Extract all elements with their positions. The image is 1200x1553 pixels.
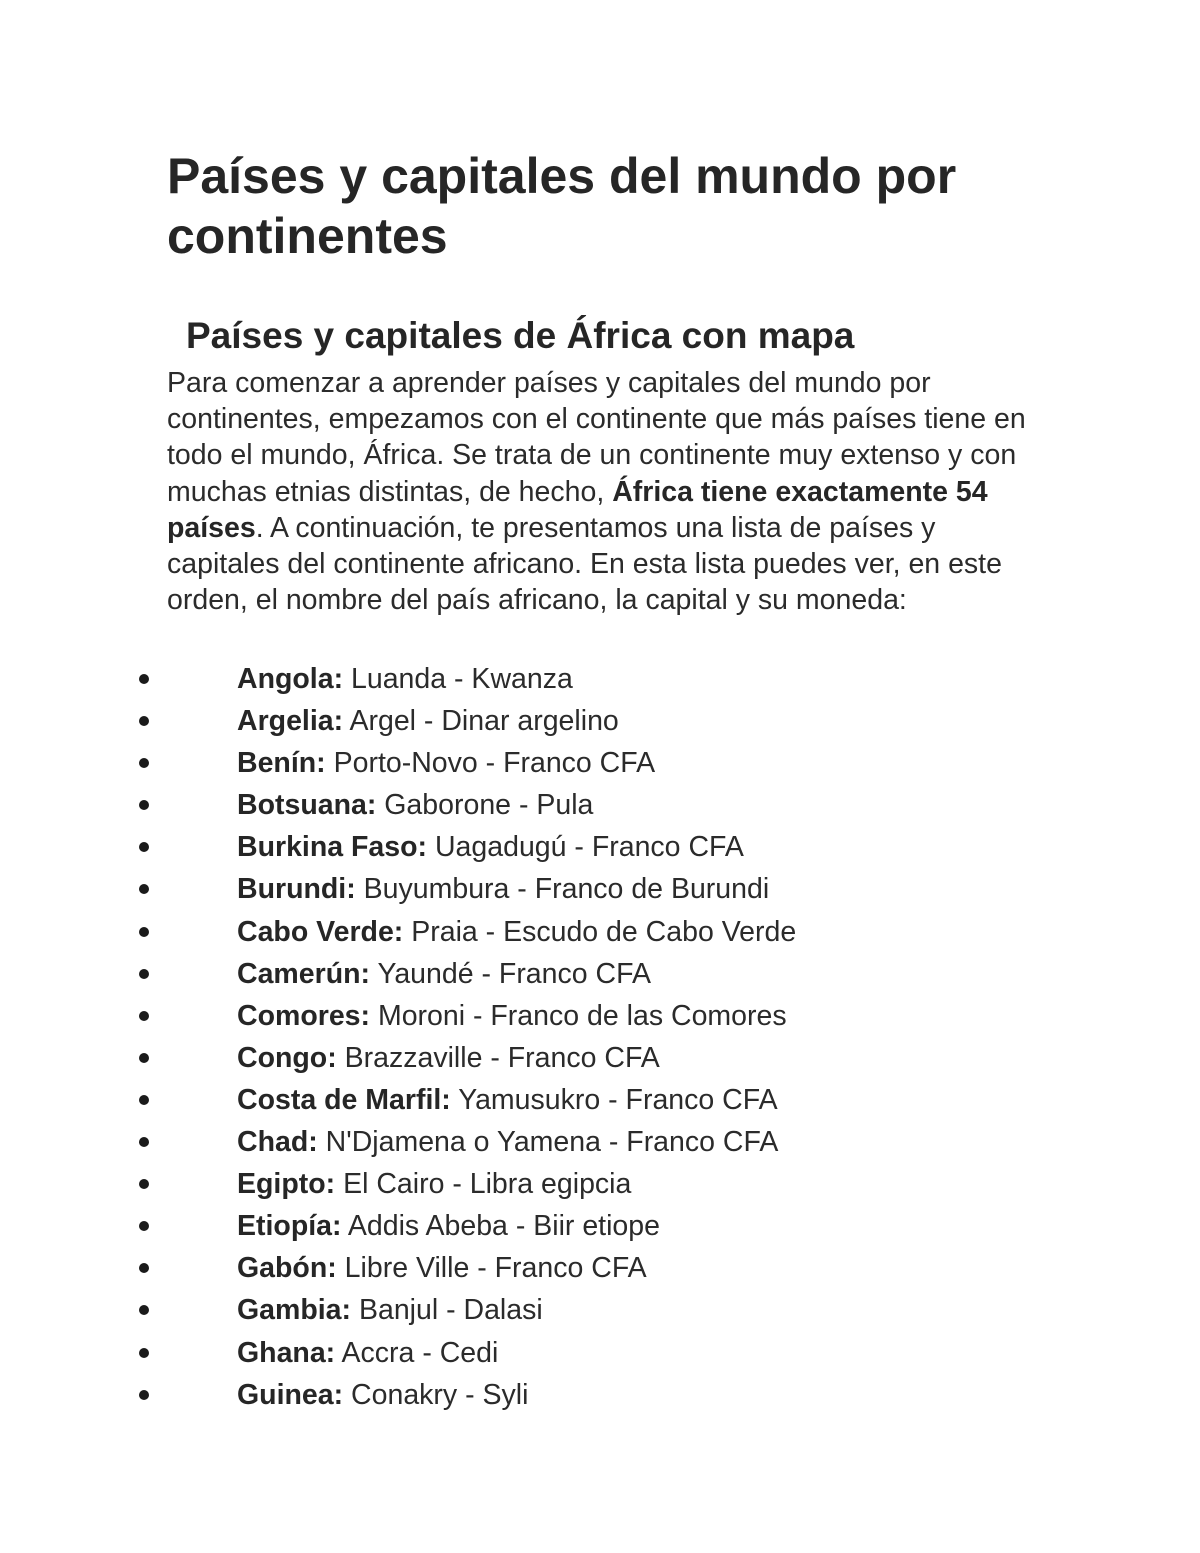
capital-currency: Porto-Novo - Franco CFA bbox=[333, 747, 656, 780]
list-item-text bbox=[237, 1205, 660, 1247]
list-item bbox=[0, 1079, 1200, 1121]
capital-currency: Gaborone - Pula bbox=[384, 789, 594, 822]
bullet-icon bbox=[139, 1137, 149, 1147]
country-name: Burundi: bbox=[237, 873, 356, 906]
list-item bbox=[0, 868, 1200, 910]
bullet-icon bbox=[139, 969, 149, 979]
country-name: Egipto: bbox=[237, 1168, 336, 1201]
bullet-icon bbox=[139, 758, 149, 768]
list-item bbox=[0, 784, 1200, 826]
capital-currency: Praia - Escudo de Cabo Verde bbox=[411, 915, 797, 948]
capital-currency: Libre Ville - Franco CFA bbox=[344, 1252, 647, 1285]
bullet-icon bbox=[139, 1305, 149, 1315]
bullet-icon bbox=[139, 1011, 149, 1021]
bullet-icon bbox=[139, 800, 149, 810]
capital-currency: El Cairo - Libra egipcia bbox=[343, 1168, 632, 1201]
bullet-icon bbox=[139, 1390, 149, 1400]
country-name: Camerún: bbox=[237, 957, 371, 990]
capital-currency: Conakry - Syli bbox=[351, 1378, 529, 1411]
list-item bbox=[0, 826, 1200, 868]
capital-currency: Luanda - Kwanza bbox=[351, 663, 573, 695]
country-name: Cabo Verde: bbox=[237, 915, 404, 948]
list-item-text bbox=[237, 1163, 631, 1205]
list-item-text bbox=[237, 700, 619, 742]
country-name: Burkina Faso: bbox=[237, 831, 428, 864]
bullet-icon bbox=[139, 884, 149, 894]
bullet-icon bbox=[139, 1053, 149, 1063]
list-item bbox=[0, 700, 1200, 742]
country-name: Chad: bbox=[237, 1126, 318, 1159]
country-name: Guinea: bbox=[237, 1378, 344, 1411]
country-name: Angola: bbox=[237, 663, 344, 695]
capital-currency: Banjul - Dalasi bbox=[358, 1294, 543, 1327]
list-item-text bbox=[237, 826, 744, 868]
country-name: Etiopía: bbox=[237, 1210, 342, 1243]
bullet-icon bbox=[139, 842, 149, 852]
list-item bbox=[0, 911, 1200, 953]
list-item-text bbox=[237, 658, 573, 700]
list-item-text bbox=[237, 1079, 778, 1121]
country-name: Benín: bbox=[237, 747, 326, 780]
capital-currency: Argel - Dinar argelino bbox=[349, 705, 619, 738]
list-item-text bbox=[237, 1374, 528, 1416]
capital-currency: N'Djamena o Yamena - Franco CFA bbox=[325, 1126, 779, 1159]
country-name: Argelia: bbox=[237, 705, 344, 738]
list-item bbox=[0, 1332, 1200, 1374]
bullet-icon bbox=[139, 674, 149, 684]
list-item-text bbox=[237, 1037, 660, 1079]
list-item-text bbox=[237, 784, 593, 826]
list-item-text bbox=[237, 1289, 543, 1331]
list-item-text bbox=[237, 953, 651, 995]
list-item bbox=[0, 1121, 1200, 1163]
document-title: Países y capitales del mundo por continentes bbox=[167, 148, 957, 264]
list-item-text bbox=[237, 1121, 778, 1163]
bullet-icon bbox=[139, 927, 149, 937]
country-name: Gabón: bbox=[237, 1252, 337, 1285]
bullet-icon bbox=[139, 1179, 149, 1189]
country-name: Gambia: bbox=[237, 1294, 352, 1327]
bullet-icon bbox=[139, 1095, 149, 1105]
intro-bold-text: África tiene exactamente 54 países bbox=[167, 475, 988, 544]
capital-currency: Moroni - Franco de las Comores bbox=[377, 999, 787, 1032]
bullet-icon bbox=[139, 1263, 149, 1273]
capital-currency: Accra - Cedi bbox=[341, 1336, 499, 1369]
bullet-icon bbox=[139, 716, 149, 726]
country-name: Botsuana: bbox=[237, 789, 377, 822]
country-name: Ghana: bbox=[237, 1336, 336, 1369]
country-name: Costa de Marfil: bbox=[237, 1083, 451, 1116]
capital-currency: Buyumbura - Franco de Burundi bbox=[363, 873, 770, 906]
list-item bbox=[0, 742, 1200, 784]
country-name: Congo: bbox=[237, 1041, 337, 1074]
list-item bbox=[0, 1247, 1200, 1289]
intro-text-2: . A continuación, te presentamos una lista de países y capitales del continente africano. En esta lista puedes ver, en este orden, el nombre del país africano, la capital y su moneda: bbox=[167, 511, 1002, 617]
list-item bbox=[0, 953, 1200, 995]
country-name: Comores: bbox=[237, 999, 371, 1032]
list-item-text bbox=[237, 1247, 647, 1289]
capital-currency: Addis Abeba - Biir etiope bbox=[347, 1210, 660, 1243]
section-heading: Países y capitales de África con mapa bbox=[186, 315, 855, 356]
capital-currency: Yaundé - Franco CFA bbox=[377, 957, 651, 990]
list-item-text bbox=[237, 995, 787, 1037]
list-item-text bbox=[237, 868, 769, 910]
intro-text-1: Para comenzar a aprender países y capitales del mundo por continentes, empezamos con el continente que más países tiene en todo el mundo, África. Se trata de un continente muy extenso y con muchas etnias distintas, de hecho, bbox=[167, 367, 1026, 508]
country-list bbox=[0, 658, 1200, 1416]
list-item-text bbox=[237, 1332, 498, 1374]
capital-currency: Yamusukro - Franco CFA bbox=[458, 1083, 778, 1116]
intro-paragraph bbox=[167, 365, 1047, 618]
list-item bbox=[0, 1289, 1200, 1331]
bullet-icon bbox=[139, 1221, 149, 1231]
bullet-icon bbox=[139, 1348, 149, 1358]
list-item-text bbox=[237, 911, 796, 953]
list-item bbox=[0, 1037, 1200, 1079]
list-item-text bbox=[237, 742, 655, 784]
list-item bbox=[0, 658, 1200, 700]
capital-currency: Brazzaville - Franco CFA bbox=[344, 1041, 660, 1074]
list-item bbox=[0, 1163, 1200, 1205]
list-item bbox=[0, 995, 1200, 1037]
list-item bbox=[0, 1205, 1200, 1247]
capital-currency: Uagadugú - Franco CFA bbox=[434, 831, 744, 864]
list-item bbox=[0, 1374, 1200, 1416]
